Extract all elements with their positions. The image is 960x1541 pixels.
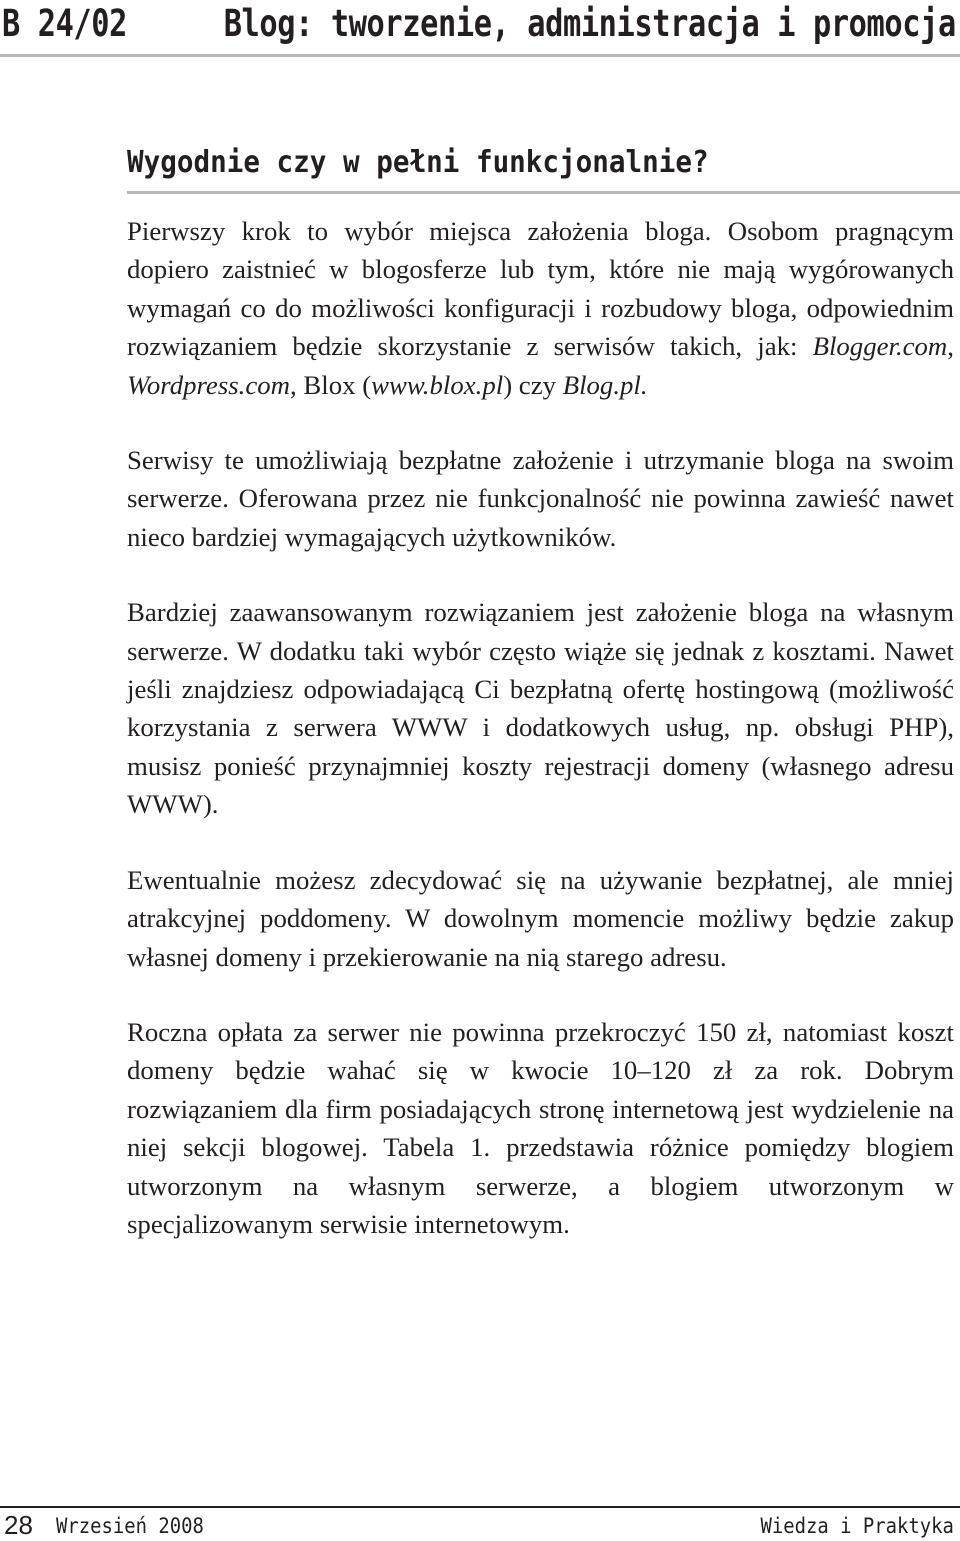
footer-divider bbox=[0, 1506, 960, 1508]
series-title: Blog: tworzenie, administracja i promocja bbox=[223, 2, 956, 45]
link-blogger: Blogger.com bbox=[812, 331, 948, 362]
section-heading: Wygodnie czy w pełni funkcjonalnie? bbox=[127, 145, 709, 180]
page-header bbox=[0, 0, 960, 58]
page-number: 28 bbox=[4, 1510, 33, 1540]
link-blox: www.blox.pl bbox=[371, 369, 504, 400]
document-code: B 24/02 bbox=[2, 2, 127, 45]
paragraph-1-text-b: , bbox=[947, 331, 954, 362]
paragraph-3: Bardziej zaawansowanym rozwiązaniem jest założenie bloga na własnym serwerze. W dodatku taki wybór często wiąże się jednak z kosztami. Nawet jeśli znajdziesz odpowiadającą Ci bezpłatną ofertę hostingową (możliwość korzystania z serwera WWW i dodatkowych usług, np. obsługi PHP), musisz ponieść przynajmniej koszty rejestracji domeny (własnego adresu WWW). bbox=[127, 597, 954, 820]
paragraph-1-text-d: ) czy bbox=[503, 369, 563, 400]
paragraph-2: Serwisy te umożliwiają bezpłatne założenie i utrzymanie bloga na swoim serwerze. Oferowana przez nie funkcjonalność nie powinna zawieść nawet nieco bardziej wymagających użytkowników. bbox=[127, 445, 954, 552]
paragraph-1-text-c: , Blox ( bbox=[290, 369, 372, 400]
link-blog-pl: Blog.pl. bbox=[562, 369, 648, 400]
page-footer bbox=[0, 1506, 960, 1539]
paragraph-5: Roczna opłata za serwer nie powinna przekroczyć 150 zł, natomiast koszt domeny będzie wahać się w kwocie 10–120 zł za rok. Dobrym rozwiązaniem dla firm posiadających stronę internetową jest wydzielenie na niej sekcji blogowej. Tabela 1. przedstawia różnice pomiędzy blogiem utworzonym na własnym serwerze, a blogiem utworzonym w specjalizowanym serwisie internetowym. bbox=[127, 1016, 954, 1239]
paragraph-4: Ewentualnie możesz zdecydować się na używanie bezpłatnej, ale mniej atrakcyjnej poddomeny. W dowolnym momencie możliwy będzie zakup własnej domeny i przekierowanie na nią starego adresu. bbox=[127, 864, 954, 972]
paragraph-1-text-a: Pierwszy krok to wybór miejsca założenia bloga. Osobom pragnącym dopiero zaistnieć w blogosferze lub tym, które nie mają wygórowanych wymagań co do możliwości konfiguracji i rozbudowy bloga, odpowiednim rozwiązaniem będzie skorzystanie z serwisów takich, jak: bbox=[127, 216, 954, 362]
paragraph-1 bbox=[127, 212, 954, 404]
heading-divider bbox=[127, 191, 960, 194]
header-divider bbox=[0, 54, 960, 57]
link-wordpress: Wordpress.com bbox=[127, 369, 291, 400]
publication-name: Wiedza i Praktyka bbox=[760, 1514, 954, 1538]
issue-date: Wrzesień 2008 bbox=[56, 1514, 204, 1538]
article-body bbox=[127, 212, 954, 1280]
